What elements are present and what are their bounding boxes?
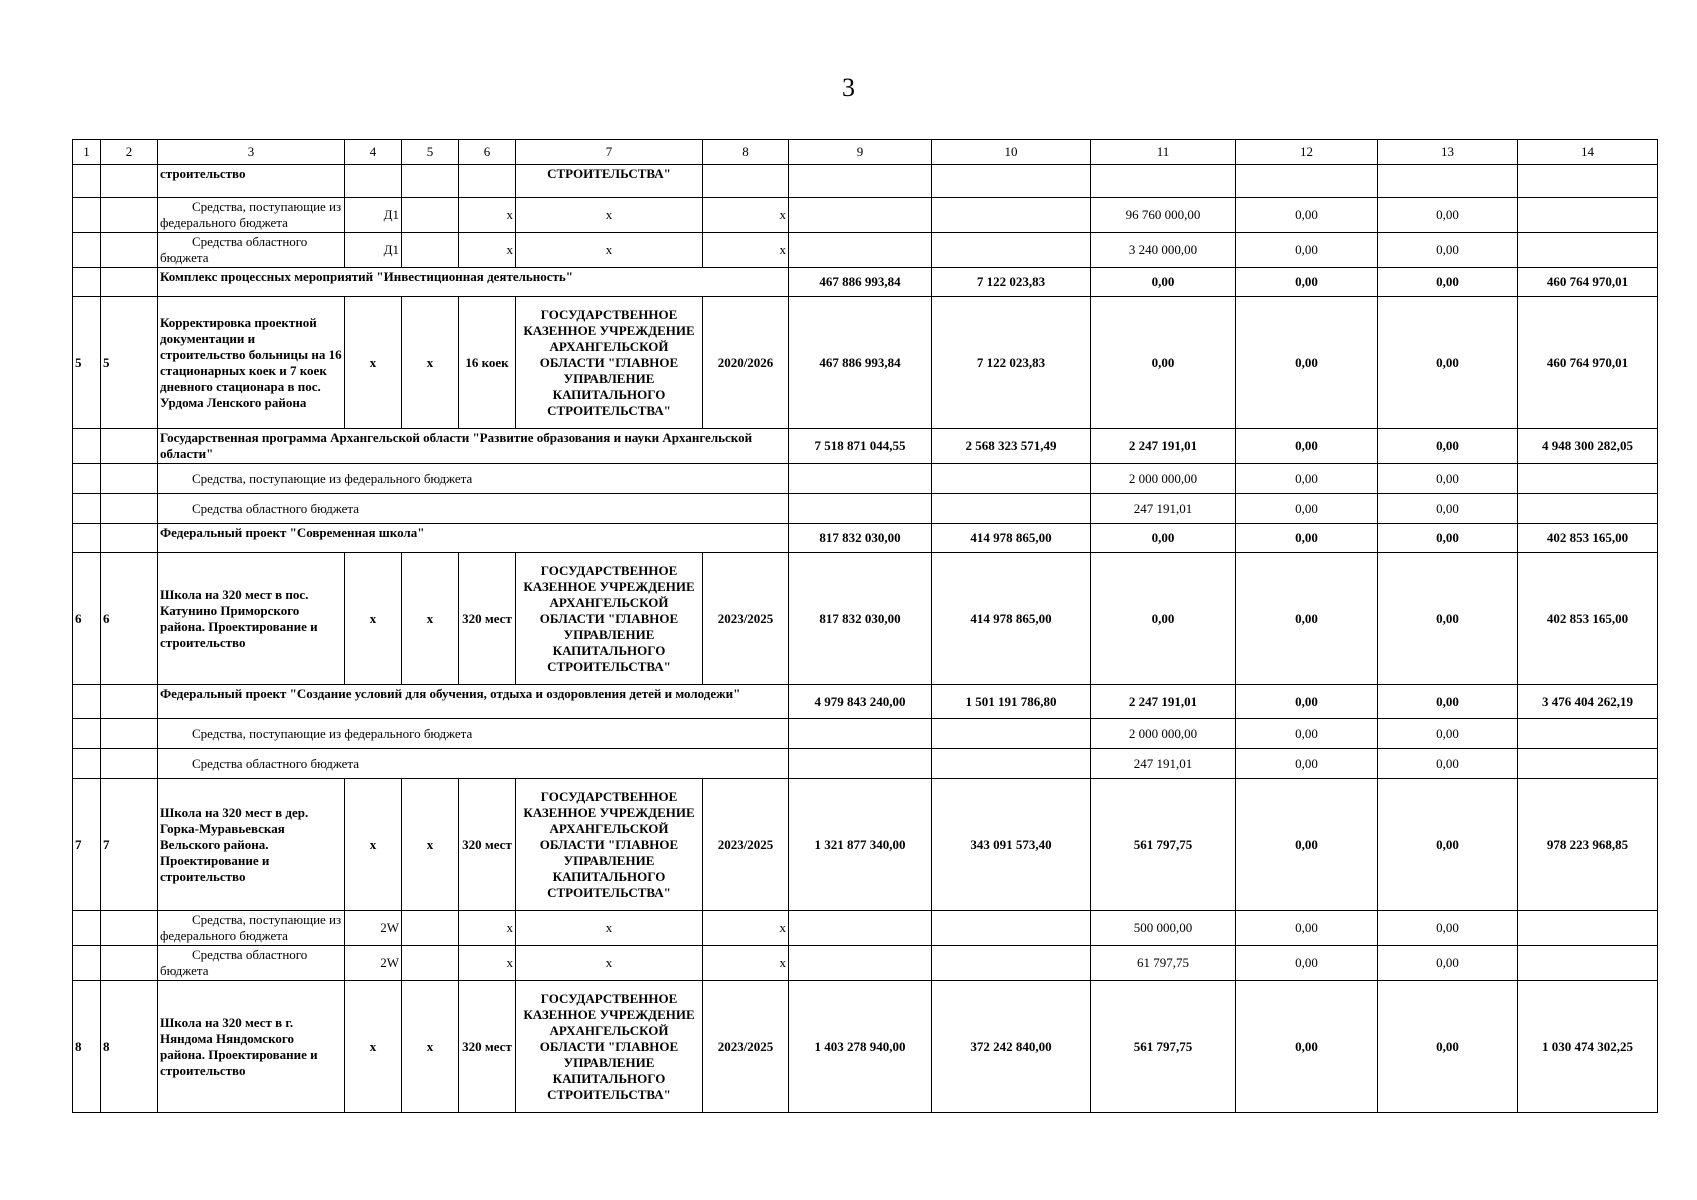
cell-c11: 96 760 000,00 [1091,198,1236,233]
cell-c1 [73,268,101,297]
cell-c4: 2W [345,911,402,946]
cell-c9 [789,719,932,749]
cell-c9 [789,494,932,524]
cell-c2 [101,911,158,946]
cell-c4: х [345,779,402,911]
cell-c1 [73,719,101,749]
cell-c10: 7 122 023,83 [932,297,1091,429]
cell-c3: Школа на 320 мест в пос. Катунино Приморского района. Проектирование и строительство [158,553,345,685]
cell-c3: Федеральный проект "Современная школа" [158,524,789,553]
cell-c11: 2 247 191,01 [1091,429,1236,464]
column-header-13: 13 [1378,140,1518,165]
cell-c12: 0,00 [1236,749,1378,779]
cell-c11: 0,00 [1091,524,1236,553]
cell-c6: х [459,946,516,981]
cell-c14: 460 764 970,01 [1518,297,1658,429]
cell-c10: 414 978 865,00 [932,553,1091,685]
cell-c5: х [402,553,459,685]
cell-c13: 0,00 [1378,268,1518,297]
cell-c1 [73,685,101,719]
construction-object-row [73,981,1658,1113]
cell-c14 [1518,911,1658,946]
cell-c3: строительство [158,165,345,198]
cell-c14: 1 030 474 302,25 [1518,981,1658,1113]
column-header-9: 9 [789,140,932,165]
cell-c11: 61 797,75 [1091,946,1236,981]
cell-c4: х [345,981,402,1113]
cell-c13: 0,00 [1378,685,1518,719]
cell-c2 [101,464,158,494]
cell-c12: 0,00 [1236,779,1378,911]
cell-c13: 0,00 [1378,981,1518,1113]
cell-c7: ГОСУДАРСТВЕННОЕ КАЗЕННОЕ УЧРЕЖДЕНИЕ АРХАНГЕЛЬСКОЙ ОБЛАСТИ "ГЛАВНОЕ УПРАВЛЕНИЕ КАПИТАЛЬНОГО СТРОИТЕЛЬСТВА" [516,779,703,911]
cell-c8: 2023/2025 [703,779,789,911]
cell-c7: х [516,946,703,981]
funding-source-row [73,946,1658,981]
cell-c14 [1518,464,1658,494]
column-header-1: 1 [73,140,101,165]
cell-c12: 0,00 [1236,719,1378,749]
cell-c1 [73,429,101,464]
cell-c8: 2020/2026 [703,297,789,429]
cell-c8: 2023/2025 [703,553,789,685]
cell-c10 [932,233,1091,268]
cell-c9: 1 403 278 940,00 [789,981,932,1113]
cell-c9 [789,233,932,268]
cell-c1 [73,233,101,268]
cell-c13: 0,00 [1378,198,1518,233]
cell-c11: 0,00 [1091,297,1236,429]
cell-c3: Средства областного бюджета [158,494,789,524]
column-number-header-row [73,140,1658,165]
cell-c10 [932,165,1091,198]
cell-c2 [101,749,158,779]
cell-c9 [789,165,932,198]
program-funding-row [73,494,1658,524]
cell-c10: 1 501 191 786,80 [932,685,1091,719]
cell-c14: 460 764 970,01 [1518,268,1658,297]
cell-c1: 6 [73,553,101,685]
cell-c5 [402,233,459,268]
cell-c11: 247 191,01 [1091,749,1236,779]
funding-source-row [73,233,1658,268]
cell-c11: 0,00 [1091,268,1236,297]
cell-c2 [101,429,158,464]
cell-c9: 4 979 843 240,00 [789,685,932,719]
cell-c11: 2 000 000,00 [1091,719,1236,749]
cell-c6: х [459,911,516,946]
cell-c11: 500 000,00 [1091,911,1236,946]
column-header-4: 4 [345,140,402,165]
cell-c13: 0,00 [1378,779,1518,911]
cell-c12: 0,00 [1236,464,1378,494]
cell-c11: 3 240 000,00 [1091,233,1236,268]
cell-c8: 2023/2025 [703,981,789,1113]
cell-c12: 0,00 [1236,297,1378,429]
cell-c14: 3 476 404 262,19 [1518,685,1658,719]
cell-c1 [73,494,101,524]
cell-c14: 402 853 165,00 [1518,553,1658,685]
cell-c2 [101,268,158,297]
program-funding-row [73,719,1658,749]
cell-c14: 978 223 968,85 [1518,779,1658,911]
cell-c6: х [459,198,516,233]
cell-c7: ГОСУДАРСТВЕННОЕ КАЗЕННОЕ УЧРЕЖДЕНИЕ АРХАНГЕЛЬСКОЙ ОБЛАСТИ "ГЛАВНОЕ УПРАВЛЕНИЕ КАПИТАЛЬНОГО СТРОИТЕЛЬСТВА" [516,297,703,429]
cell-c10: 7 122 023,83 [932,268,1091,297]
cell-c11: 2 247 191,01 [1091,685,1236,719]
cell-c1: 5 [73,297,101,429]
cell-c5: х [402,779,459,911]
cell-c1 [73,911,101,946]
cell-c9: 7 518 871 044,55 [789,429,932,464]
cell-c8: х [703,946,789,981]
cell-c2 [101,524,158,553]
cell-c2: 8 [101,981,158,1113]
cell-c7: СТРОИТЕЛЬСТВА" [516,165,703,198]
cell-c13: 0,00 [1378,911,1518,946]
cell-c14 [1518,946,1658,981]
cell-c9 [789,749,932,779]
cell-c14 [1518,719,1658,749]
funding-source-row [73,911,1658,946]
column-header-8: 8 [703,140,789,165]
cell-c10 [932,464,1091,494]
cell-c12: 0,00 [1236,685,1378,719]
cell-c13: 0,00 [1378,233,1518,268]
cell-c6: 320 мест [459,779,516,911]
cell-c3: Федеральный проект "Создание условий для обучения, отдыха и оздоровления детей и молодежи" [158,685,789,719]
cell-c1 [73,749,101,779]
cell-c2: 5 [101,297,158,429]
cell-c13: 0,00 [1378,297,1518,429]
construction-object-row [73,553,1658,685]
cell-c4 [345,165,402,198]
cell-c12: 0,00 [1236,198,1378,233]
cell-c12: 0,00 [1236,268,1378,297]
cell-c9: 817 832 030,00 [789,553,932,685]
cell-c13: 0,00 [1378,553,1518,685]
cell-c12: 0,00 [1236,233,1378,268]
section-total-row [73,429,1658,464]
cell-c14: 4 948 300 282,05 [1518,429,1658,464]
cell-c10 [932,911,1091,946]
cell-c13: 0,00 [1378,494,1518,524]
cell-c3: Средства, поступающие из федерального бюджета [158,719,789,749]
cell-c9: 467 886 993,84 [789,268,932,297]
section-total-row [73,524,1658,553]
cell-c13: 0,00 [1378,719,1518,749]
cell-c9 [789,911,932,946]
cell-c14 [1518,198,1658,233]
cell-c2 [101,494,158,524]
cell-c2: 7 [101,779,158,911]
cell-c6: 320 мест [459,981,516,1113]
funding-source-row [73,198,1658,233]
cell-c4: 2W [345,946,402,981]
cell-c1 [73,524,101,553]
cell-c7: х [516,911,703,946]
cell-c3: Средства, поступающие из федерального бюджета [158,198,345,233]
cell-c4: Д1 [345,233,402,268]
cell-c14 [1518,165,1658,198]
cell-c7: х [516,198,703,233]
cell-c9: 467 886 993,84 [789,297,932,429]
cell-c12: 0,00 [1236,429,1378,464]
program-funding-row [73,464,1658,494]
cell-c4: х [345,297,402,429]
cell-c14: 402 853 165,00 [1518,524,1658,553]
cell-c9 [789,198,932,233]
cell-c6: х [459,233,516,268]
cell-c11 [1091,165,1236,198]
cell-c1 [73,198,101,233]
cell-c13: 0,00 [1378,946,1518,981]
cell-c9 [789,464,932,494]
cell-c11: 0,00 [1091,553,1236,685]
cell-c3: Средства областного бюджета [158,946,345,981]
cell-c5 [402,911,459,946]
cell-c13: 0,00 [1378,464,1518,494]
column-header-2: 2 [101,140,158,165]
cell-c1 [73,464,101,494]
cell-c8: х [703,198,789,233]
cell-c7: ГОСУДАРСТВЕННОЕ КАЗЕННОЕ УЧРЕЖДЕНИЕ АРХАНГЕЛЬСКОЙ ОБЛАСТИ "ГЛАВНОЕ УПРАВЛЕНИЕ КАПИТАЛЬНОГО СТРОИТЕЛЬСТВА" [516,981,703,1113]
cell-c3: Государственная программа Архангельской области "Развитие образования и науки Архангельской области" [158,429,789,464]
construction-object-row [73,779,1658,911]
cell-c9: 1 321 877 340,00 [789,779,932,911]
cell-c12: 0,00 [1236,946,1378,981]
cell-c5: х [402,981,459,1113]
cell-c12 [1236,165,1378,198]
column-header-3: 3 [158,140,345,165]
cell-c14 [1518,749,1658,779]
cell-c8 [703,165,789,198]
cell-c10: 343 091 573,40 [932,779,1091,911]
budget-table [72,139,1658,1113]
cell-c2 [101,233,158,268]
cell-c2 [101,946,158,981]
cell-c8: х [703,233,789,268]
cell-c4: х [345,553,402,685]
cell-c9 [789,946,932,981]
cell-c12: 0,00 [1236,911,1378,946]
section-total-row [73,685,1658,719]
cell-c10 [932,749,1091,779]
cell-c5 [402,946,459,981]
cell-c10: 372 242 840,00 [932,981,1091,1113]
cell-c7: ГОСУДАРСТВЕННОЕ КАЗЕННОЕ УЧРЕЖДЕНИЕ АРХАНГЕЛЬСКОЙ ОБЛАСТИ "ГЛАВНОЕ УПРАВЛЕНИЕ КАПИТАЛЬНОГО СТРОИТЕЛЬСТВА" [516,553,703,685]
section-total-row [73,268,1658,297]
cell-c2 [101,719,158,749]
cell-c14 [1518,233,1658,268]
cell-c14 [1518,494,1658,524]
cell-c1: 8 [73,981,101,1113]
cell-c10: 414 978 865,00 [932,524,1091,553]
cell-c1: 7 [73,779,101,911]
cell-c5: х [402,297,459,429]
cell-c10: 2 568 323 571,49 [932,429,1091,464]
cell-c2 [101,685,158,719]
column-header-14: 14 [1518,140,1658,165]
cell-c12: 0,00 [1236,553,1378,685]
cell-c3: Корректировка проектной документации и строительство больницы на 16 стационарных коек и 7 коек дневного стационара в пос. Урдома Ленского района [158,297,345,429]
page-number: 3 [842,73,855,102]
cell-c11: 561 797,75 [1091,779,1236,911]
cell-c3: Средства, поступающие из федерального бюджета [158,464,789,494]
cell-c3: Школа на 320 мест в г. Няндома Няндомского района. Проектирование и строительство [158,981,345,1113]
cell-c12: 0,00 [1236,524,1378,553]
cell-c3: Средства областного бюджета [158,233,345,268]
cell-c2 [101,198,158,233]
cell-c9: 817 832 030,00 [789,524,932,553]
cell-c6: 16 коек [459,297,516,429]
cell-c10 [932,494,1091,524]
program-funding-row [73,749,1658,779]
cell-c10 [932,719,1091,749]
column-header-11: 11 [1091,140,1236,165]
cell-c3: Средства, поступающие из федерального бюджета [158,911,345,946]
cell-c13: 0,00 [1378,749,1518,779]
cell-c10 [932,198,1091,233]
cell-c5 [402,198,459,233]
column-header-12: 12 [1236,140,1378,165]
cell-c12: 0,00 [1236,494,1378,524]
cell-c3: Средства областного бюджета [158,749,789,779]
column-header-5: 5 [402,140,459,165]
cell-c13 [1378,165,1518,198]
column-header-10: 10 [932,140,1091,165]
cell-c2 [101,165,158,198]
column-header-6: 6 [459,140,516,165]
cell-c11: 247 191,01 [1091,494,1236,524]
cell-c13: 0,00 [1378,429,1518,464]
cell-c10 [932,946,1091,981]
cell-c3: Комплекс процессных мероприятий "Инвестиционная деятельность" [158,268,789,297]
cell-c7: х [516,233,703,268]
cell-c4: Д1 [345,198,402,233]
cell-c6: 320 мест [459,553,516,685]
column-header-7: 7 [516,140,703,165]
cell-c11: 2 000 000,00 [1091,464,1236,494]
cell-c12: 0,00 [1236,981,1378,1113]
cell-c1 [73,165,101,198]
cell-c2: 6 [101,553,158,685]
cell-c13: 0,00 [1378,524,1518,553]
cell-c1 [73,946,101,981]
cell-c11: 561 797,75 [1091,981,1236,1113]
continuation-row [73,165,1658,198]
cell-c8: х [703,911,789,946]
cell-c3: Школа на 320 мест в дер. Горка-Муравьевская Вельского района. Проектирование и строительство [158,779,345,911]
construction-object-row [73,297,1658,429]
cell-c6 [459,165,516,198]
cell-c5 [402,165,459,198]
